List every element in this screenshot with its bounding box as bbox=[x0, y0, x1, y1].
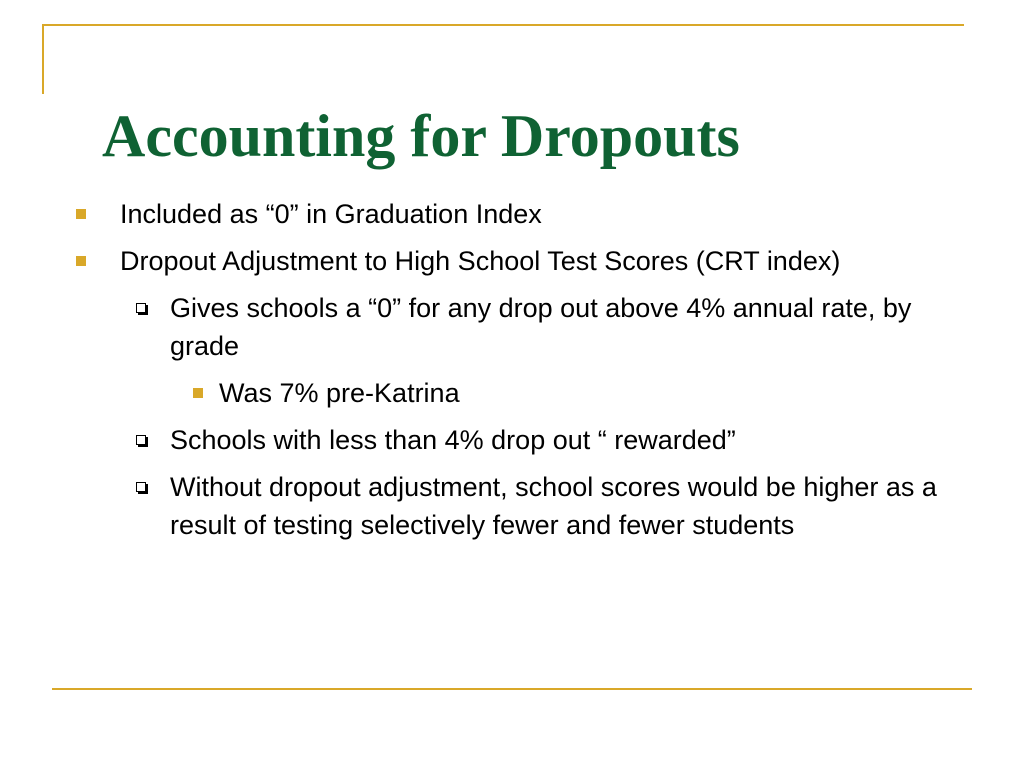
sub-bullet-text: Gives schools a “0” for any drop out above 4% annual rate, by grade bbox=[170, 293, 912, 361]
hollow-square-bullet-icon bbox=[136, 482, 146, 492]
sub-bullet-text: Schools with less than 4% drop out “ rewarded” bbox=[170, 425, 736, 455]
bullet-list bbox=[0, 195, 1024, 280]
sub-bullet-item bbox=[0, 468, 970, 544]
sub-bullet-text: Without dropout adjustment, school scores would be higher as a result of testing selectively fewer and fewer students bbox=[170, 472, 937, 540]
bullet-text: Dropout Adjustment to High School Test Scores (CRT index) bbox=[120, 246, 841, 276]
square-bullet-icon bbox=[193, 388, 203, 398]
sub-bullet-item bbox=[0, 421, 970, 459]
sub-bullet-list bbox=[0, 289, 1024, 544]
square-bullet-icon bbox=[76, 209, 86, 219]
sub-bullet-item bbox=[0, 289, 970, 365]
bullet-item bbox=[0, 242, 950, 280]
bullet-item bbox=[0, 195, 950, 233]
hollow-square-bullet-icon bbox=[136, 435, 146, 445]
slide-body bbox=[0, 195, 1024, 553]
frame-left-line bbox=[42, 24, 44, 94]
sub-sub-bullet-item bbox=[0, 374, 959, 412]
bullet-text: Included as “0” in Graduation Index bbox=[120, 199, 542, 229]
sub-sub-bullet-text: Was 7% pre-Katrina bbox=[219, 378, 460, 408]
square-bullet-icon bbox=[76, 256, 86, 266]
frame-bottom-line bbox=[52, 688, 972, 690]
slide-title: Accounting for Dropouts bbox=[102, 103, 740, 169]
hollow-square-bullet-icon bbox=[136, 303, 146, 313]
frame-top-line bbox=[42, 24, 964, 26]
